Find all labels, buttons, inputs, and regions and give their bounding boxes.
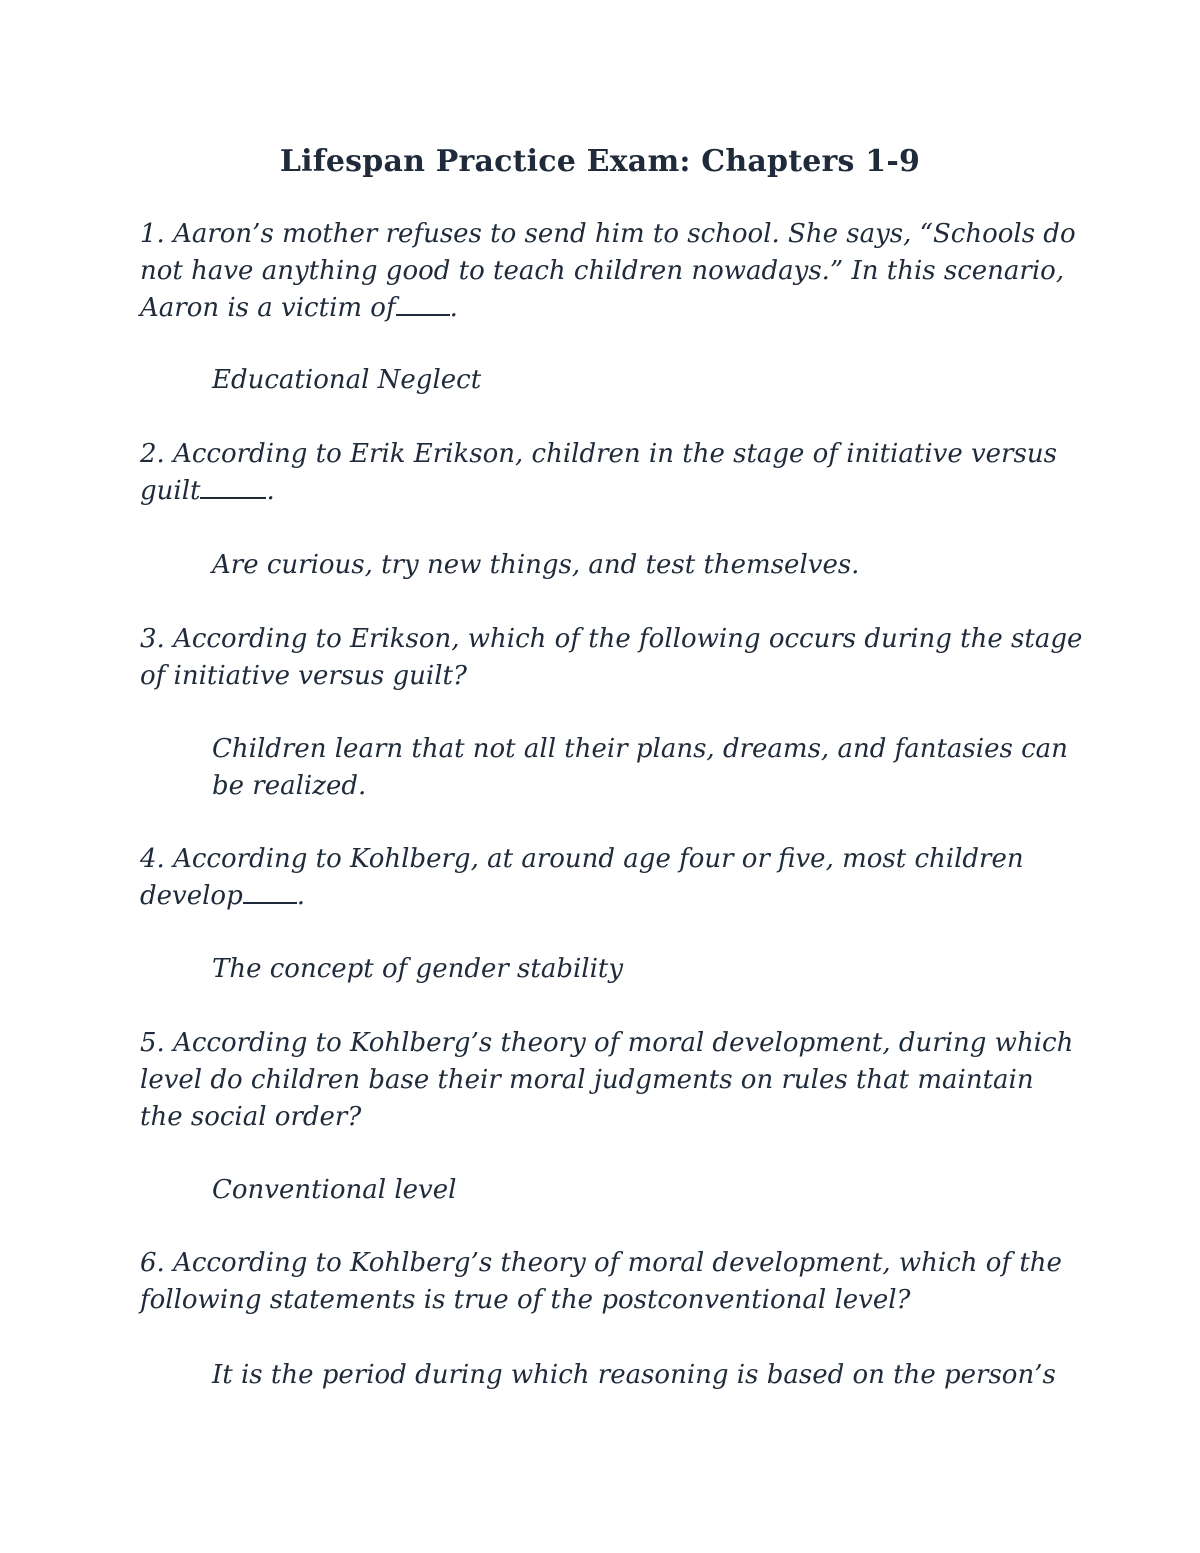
answer-4 [212, 951, 1072, 988]
answer-5-line-1: Conventional level [212, 1175, 457, 1205]
answer-blank [396, 292, 450, 316]
answer-6 [212, 1357, 1072, 1394]
question-6-line-2: following statements is true of the postconventional level? [140, 1285, 911, 1315]
question-1-line-2: not have anything good to teach children nowadays.” In this scenario, [140, 256, 1065, 286]
question-6-line-1: 6. According to Kohlberg’s theory of moral development, which of the [140, 1248, 1062, 1278]
question-3 [140, 621, 1083, 695]
page-title: Lifespan Practice Exam: Chapters 1-9 [279, 144, 921, 179]
question-1-line-3 [140, 290, 1075, 327]
question-1-line-3-text: Aaron is a victim of [140, 293, 396, 323]
question-5-line-3: the social order? [140, 1102, 362, 1132]
question-6 [140, 1245, 1075, 1319]
question-1-line-1: 1. Aaron’s mother refuses to send him to school. She says, “Schools do [140, 219, 1076, 249]
question-4 [140, 841, 1075, 915]
answer-3-line-2: be realized. [212, 771, 367, 801]
answer-1 [212, 362, 1072, 399]
question-4-line-2 [140, 878, 1075, 915]
answer-1-line-1: Educational Neglect [212, 365, 482, 395]
question-4-line-end: . [296, 881, 305, 911]
answer-6-line-1: It is the period during which reasoning is based on the person’s [212, 1360, 1056, 1390]
question-3-line-1: 3. According to Erikson, which of the following occurs during the stage [140, 624, 1083, 654]
question-2-line-2-text: guilt [140, 476, 201, 506]
question-5-line-1: 5. According to Kohlberg’s theory of moral development, during which [140, 1028, 1074, 1058]
question-1 [140, 216, 1075, 327]
question-2 [140, 436, 1075, 510]
question-2-line-1: 2. According to Erik Erikson, children in the stage of initiative versus [140, 439, 1057, 469]
answer-3 [212, 731, 1072, 805]
answer-3-line-1: Children learn that not all their plans, dreams, and fantasies can [212, 734, 1068, 764]
answer-2 [212, 547, 1072, 584]
question-2-line-2 [140, 473, 1075, 510]
answer-blank [243, 880, 297, 904]
question-5 [140, 1025, 1075, 1136]
question-2-line-end: . [266, 476, 275, 506]
question-1-line-end: . [449, 293, 458, 323]
question-5-line-2: level do children base their moral judgments on rules that maintain [140, 1065, 1034, 1095]
question-4-line-1: 4. According to Kohlberg, at around age four or five, most children [140, 844, 1024, 874]
question-3-line-2: of initiative versus guilt? [140, 661, 467, 691]
answer-2-line-1: Are curious, try new things, and test themselves. [212, 550, 860, 580]
answer-blank [200, 475, 266, 499]
answer-4-line-1: The concept of gender stability [212, 954, 624, 984]
answer-5 [212, 1172, 1072, 1209]
question-4-line-2-text: develop [140, 881, 243, 911]
